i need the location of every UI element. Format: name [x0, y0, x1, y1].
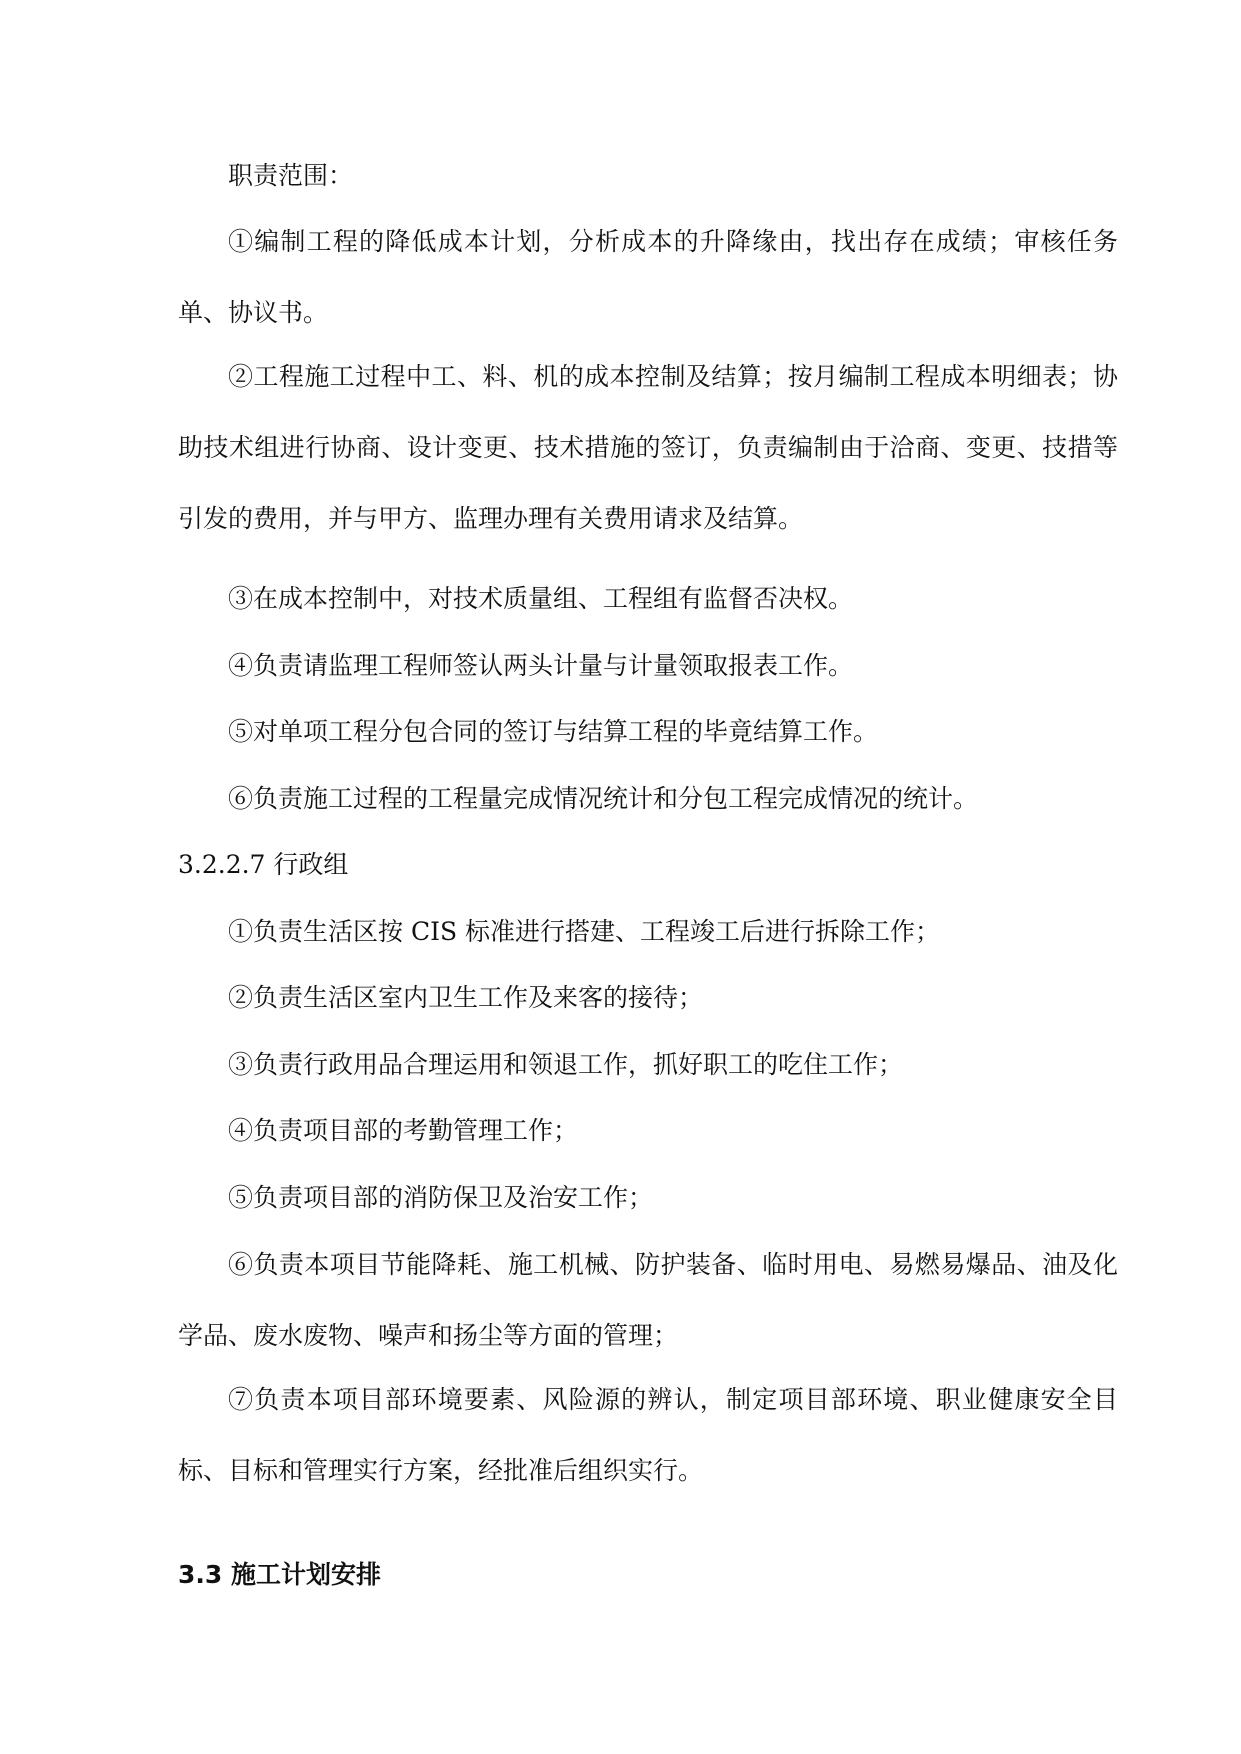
cost-item-3: ③在成本控制中，对技术质量组、工程组有监督否决权。 [228, 584, 854, 613]
cost-item-5: ⑤对单项工程分包合同的签订与结算工程的毕竟结算工作。 [228, 717, 879, 746]
section-heading-plan: 3.3 施工计划安排 [178, 1560, 381, 1589]
admin-item-6: ⑥负责本项目节能降耗、施工机械、防护装备、临时用电、易燃易爆品、油及化学品、废水废物、噪声和扬尘等方面的管理； [178, 1250, 1118, 1350]
admin-item-1: ①负责生活区按 CIS 标准进行搭建、工程竣工后进行拆除工作； [228, 917, 941, 946]
cost-item-2: ②工程施工过程中工、料、机的成本控制及结算；按月编制工程成本明细表；协助技术组进行协商、设计变更、技术措施的签订，负责编制由于洽商、变更、技措等引发的费用，并与甲方、监理办理有关费用请求及结算。 [178, 362, 1118, 533]
admin-item-4: ④负责项目部的考勤管理工作； [228, 1116, 579, 1145]
cost-item-1: ①编制工程的降低成本计划，分析成本的升降缘由，找出存在成绩；审核任务单、协议书。 [178, 227, 1118, 327]
cost-item-6: ⑥负责施工过程的工程量完成情况统计和分包工程完成情况的统计。 [228, 784, 979, 813]
admin-item-3: ③负责行政用品合理运用和领退工作，抓好职工的吃住工作； [228, 1050, 904, 1079]
admin-item-5: ⑤负责项目部的消防保卫及治安工作； [228, 1183, 654, 1212]
admin-item-2: ②负责生活区室内卫生工作及来客的接待； [228, 983, 704, 1012]
admin-item-7: ⑦负责本项目部环境要素、风险源的辨认，制定项目部环境、职业健康安全目标、目标和管理实行方案，经批准后组织实行。 [178, 1385, 1118, 1485]
section-heading-admin: 3.2.2.7 行政组 [178, 850, 349, 879]
cost-item-4: ④负责请监理工程师签认两头计量与计量领取报表工作。 [228, 651, 854, 680]
scope-title: 职责范围： [228, 161, 354, 190]
